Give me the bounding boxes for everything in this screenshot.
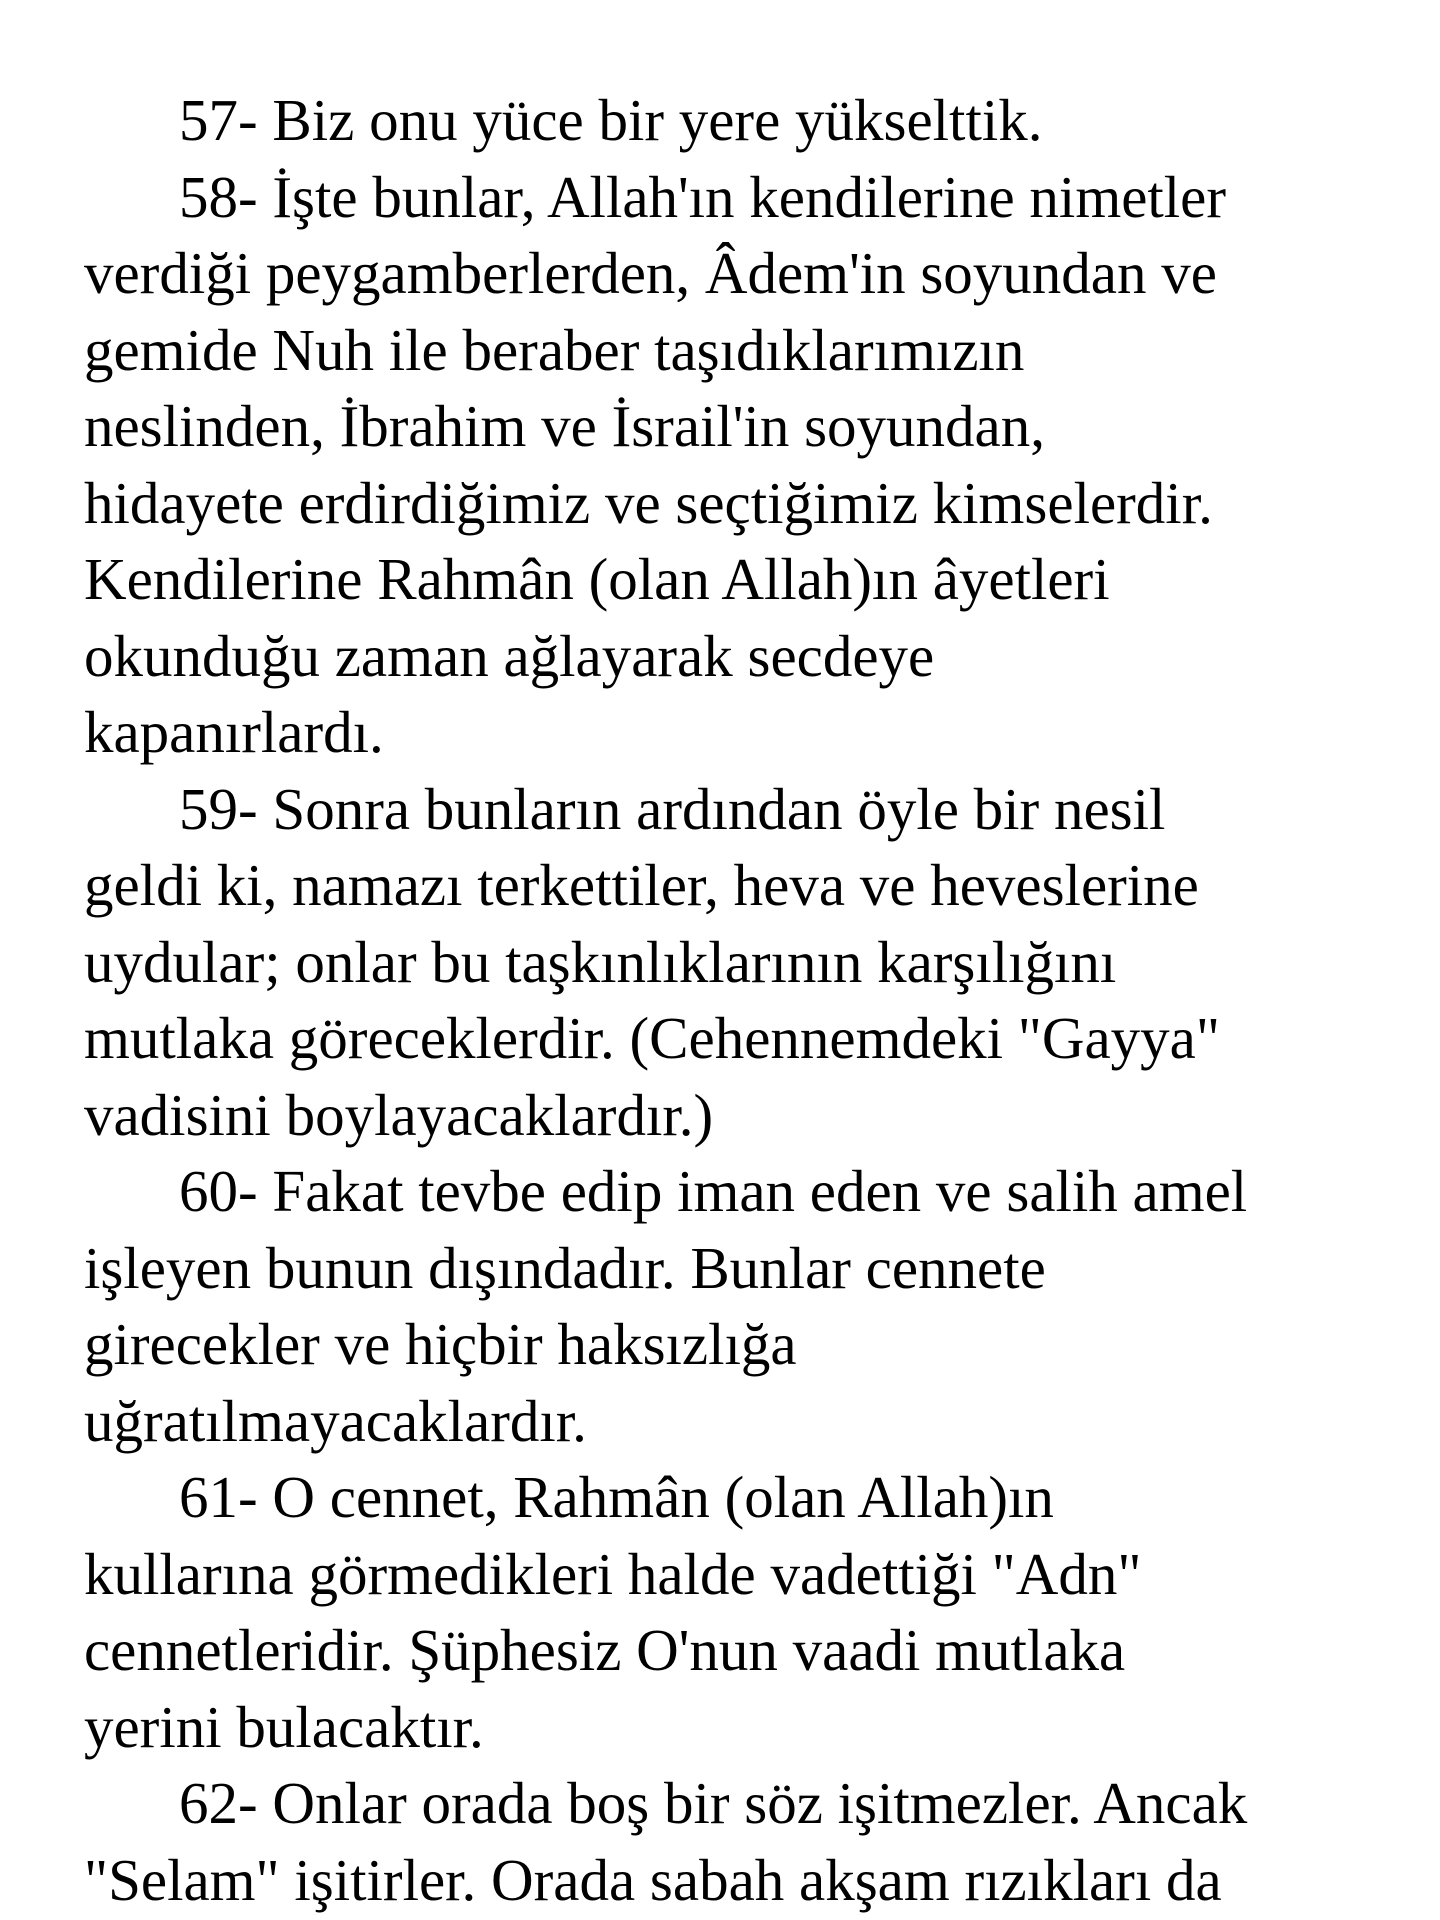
verse-59-line-3: uydular; onlar bu taşkınlıklarının karşılığını	[84, 928, 1117, 995]
verse-58-line-2: verdiği peygamberlerden, Âdem'in soyundan ve	[84, 240, 1217, 306]
verse-58-line-4: neslinden, İbrahim ve İsrail'in soyundan,	[84, 393, 1045, 459]
verse-57-line-1: 57- Biz onu yüce bir yere yükselttik.	[179, 87, 1043, 153]
verse-59-line-2: geldi ki, namazı terkettiler, heva ve heveslerine	[84, 852, 1199, 918]
verse-58-line-3: gemide Nuh ile beraber taşıdıklarımızın	[84, 316, 1025, 383]
verse-60-line-2: işleyen bunun dışındadır. Bunlar cennete	[84, 1234, 1046, 1301]
verse-62-line-2: "Selam" işitirler. Orada sabah akşam rızıkları da	[84, 1846, 1222, 1913]
verse-58-line-7: okunduğu zaman ağlayarak secdeye	[84, 622, 935, 689]
verse-60-line-1: 60- Fakat tevbe edip iman eden ve salih amel	[179, 1158, 1248, 1224]
verse-59-line-4: mutlaka göreceklerdir. (Cehennemdeki "Gayya"	[84, 1005, 1220, 1071]
verse-61-line-2: kullarına görmedikleri halde vadettiği "Adn"	[84, 1540, 1142, 1607]
verse-60-line-4: uğratılmayacaklardır.	[84, 1387, 587, 1454]
verse-58-line-6: Kendilerine Rahmân (olan Allah)ın âyetleri	[84, 546, 1110, 612]
verse-61-line-4: yerini bulacaktır.	[84, 1693, 484, 1760]
verse-61-line-3: cennetleridir. Şüphesiz O'nun vaadi mutlaka	[84, 1617, 1126, 1683]
verse-62-line-1: 62- Onlar orada boş bir söz işitmezler. Ancak	[179, 1770, 1248, 1836]
document-body	[84, 82, 1384, 1918]
verse-59-line-5: vadisini boylayacaklardır.)	[84, 1081, 714, 1148]
verse-59-line-1: 59- Sonra bunların ardından öyle bir nesil	[179, 775, 1166, 842]
verse-58-line-1: 58- İşte bunlar, Allah'ın kendilerine nimetler	[179, 163, 1227, 230]
verse-60-line-3: girecekler ve hiçbir haksızlığa	[84, 1311, 797, 1377]
verse-61-line-1: 61- O cennet, Rahmân (olan Allah)ın	[179, 1464, 1054, 1530]
verse-58-line-8: kapanırlardı.	[84, 699, 384, 765]
verse-58-line-5: hidayete erdirdiğimiz ve seçtiğimiz kimselerdir.	[84, 469, 1213, 536]
